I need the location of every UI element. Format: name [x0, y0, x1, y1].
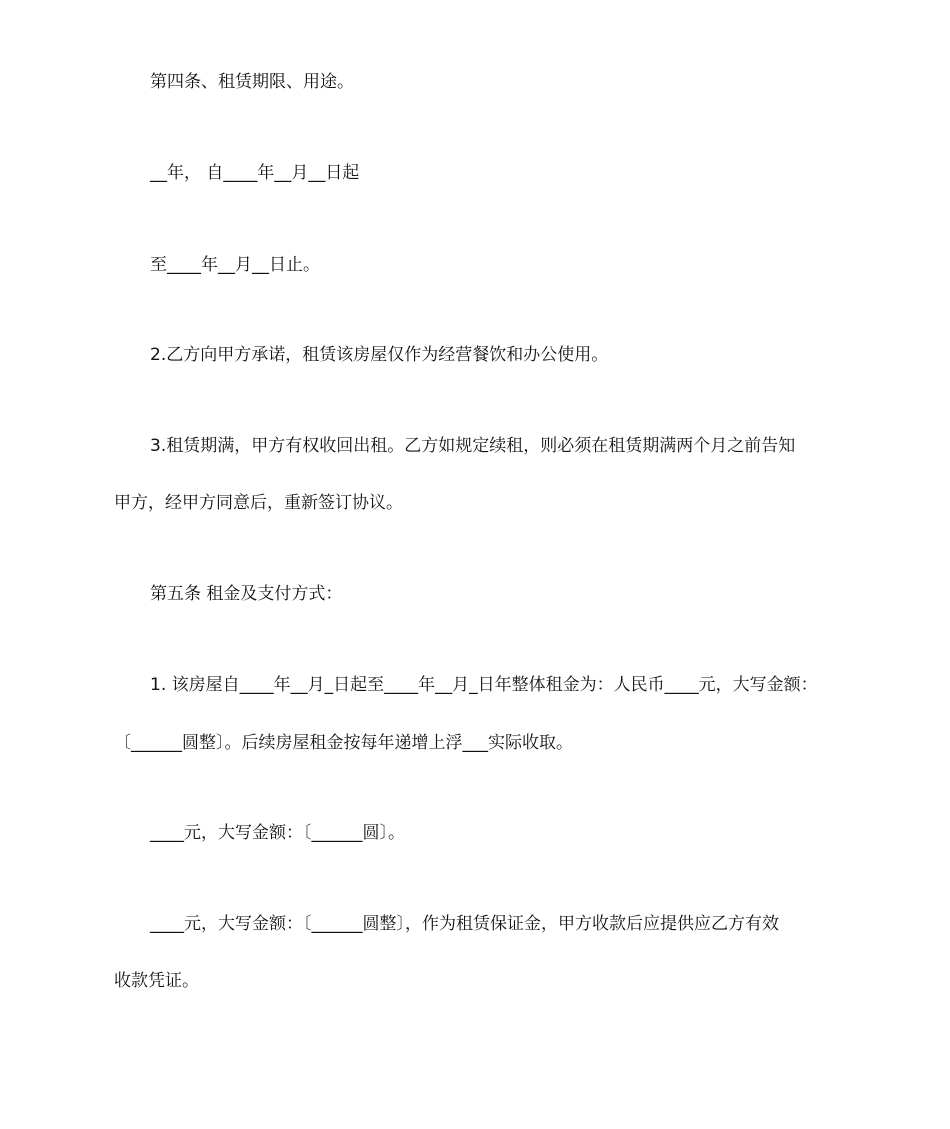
- rent-amount-line: ____元，大写金额：〔______圆〕。: [150, 823, 405, 843]
- deposit-line: ____元，大写金额：〔______圆整〕，作为租赁保证金，甲方收款后应提供应乙方有效: [150, 914, 779, 934]
- rent-clause-1: 1. 该房屋自____年__月_日起至____年__月_日年整体租金为：人民币____元，大写金额：: [150, 675, 818, 695]
- lease-term-line: __年， 自____年__月__日起: [150, 163, 360, 183]
- lease-end-line: 至____年__月__日止。: [150, 255, 320, 275]
- clause-3-renewal-cont: 甲方，经甲方同意后，重新签订协议。: [114, 493, 403, 513]
- clause-2-usage: 2.乙方向甲方承诺，租赁该房屋仅作为经营餐饮和办公使用。: [150, 345, 609, 365]
- clause-3-renewal: 3.租赁期满，甲方有权收回出租。乙方如规定续租，则必须在租赁期满两个月之前告知: [150, 436, 796, 456]
- rent-clause-1-cont: 〔______圆整〕。后续房屋租金按每年递增上浮___实际收取。: [114, 733, 573, 753]
- article-5-heading: 第五条 租金及支付方式：: [150, 584, 343, 604]
- deposit-line-cont: 收款凭证。: [114, 971, 199, 991]
- article-4-heading: 第四条、租赁期限、用途。: [150, 72, 354, 92]
